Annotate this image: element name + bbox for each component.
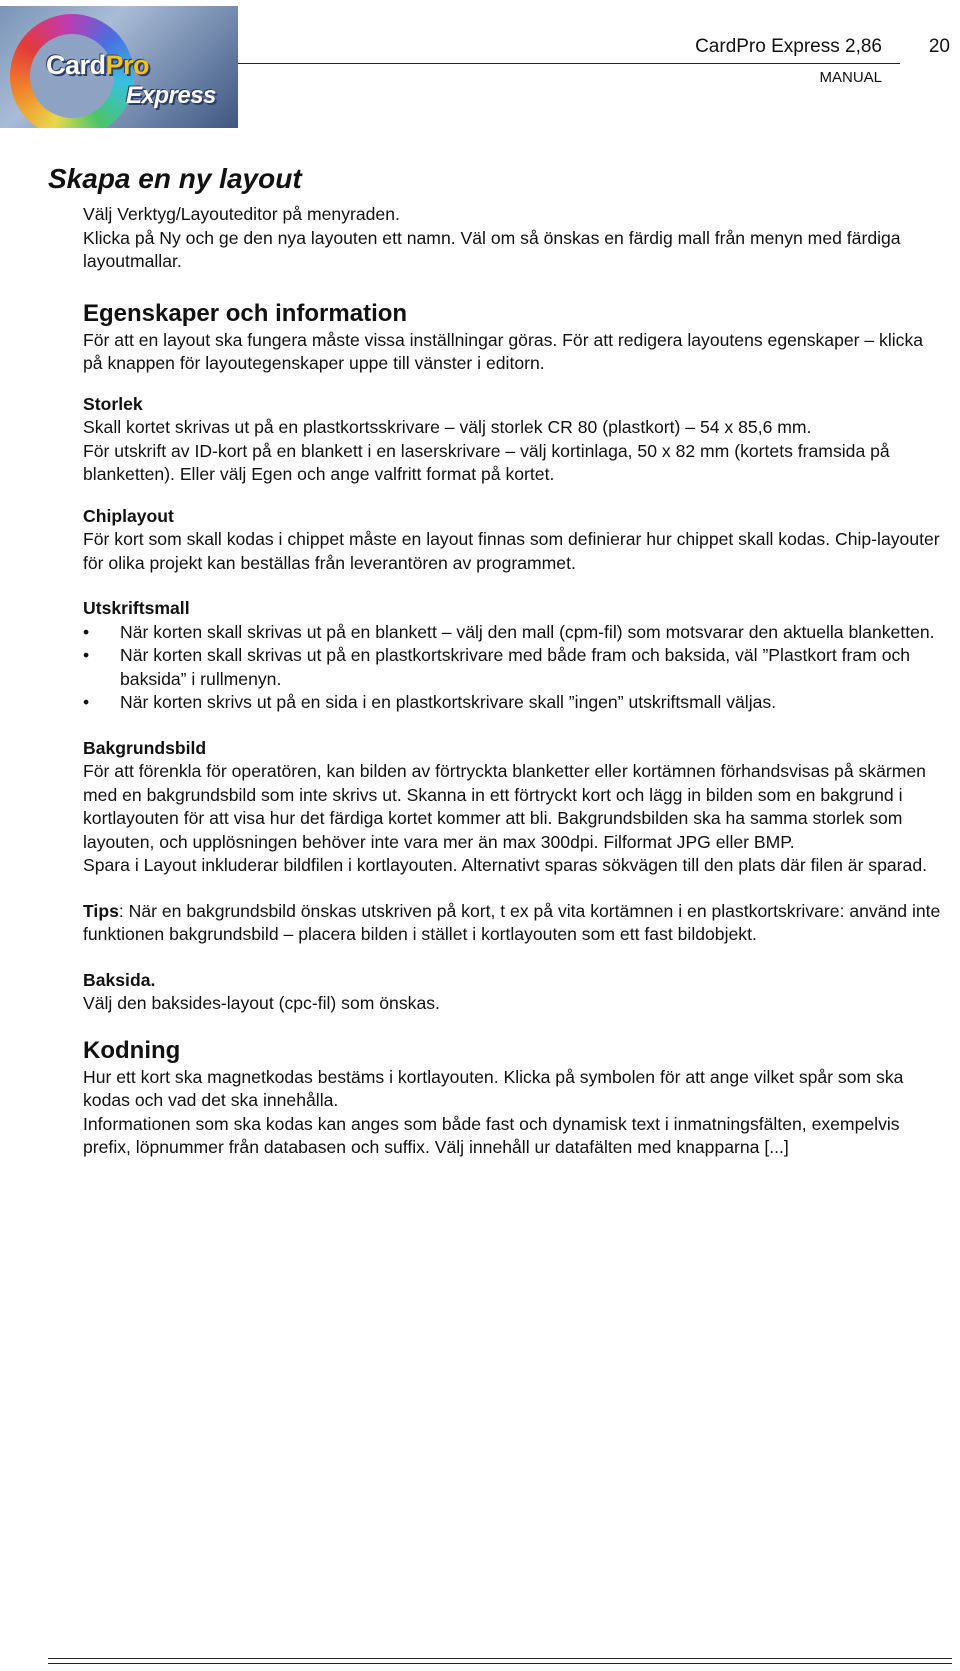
properties-text: För att en layout ska fungera måste vissa inställningar göras. För att redigera layoutens egenskaper – klicka på knappen för layoutegenskaper uppe till vänster i editorn.	[83, 329, 924, 373]
header-divider	[238, 63, 900, 64]
page-number: 20	[928, 36, 950, 57]
header-subtitle: MANUAL	[819, 69, 882, 86]
bullet-icon: •	[83, 692, 90, 712]
page-title: Skapa en ny layout	[48, 163, 302, 194]
bullet-icon: •	[83, 621, 90, 642]
subheading-backside: Baksida.	[83, 969, 156, 990]
list-item: • När korten skall skrivas ut på en plastkortskrivare med både fram och baksida, väl ”Plastkort fram och baksida” i rullmenyn.	[83, 645, 911, 689]
background-text-2: Spara i Layout inkluderar bildfilen i kortlayouten. Alternativt sparas sökvägen till den plats där filen är sparad.	[83, 855, 927, 875]
tips-paragraph	[83, 900, 943, 947]
tips-text: : När en bakgrundsbild önskas utskriven på kort, t ex på vita kortämnen i en plastkortskrivare: använd inte funktionen bakgrundsbild – placera bilden i stället i kortlayouten som ett fast bildobjekt.	[83, 900, 941, 944]
intro-line-1: Välj Verktyg/Layouteditor på menyraden.	[83, 204, 400, 224]
subheading-chip: Chiplayout	[83, 505, 174, 526]
encoding-text-1: Hur ett kort ska magnetkodas bestäms i kortlayouten. Klicka på symbolen för att ange vilket spår som ska kodas och vad det ska innehålla.	[83, 1066, 904, 1110]
intro-line-2: Klicka på Ny och ge den nya layouten ett namn. Väl om så önskas en färdig mall från menyn med färdiga layoutmallar.	[83, 227, 901, 271]
backside-text: Välj den baksides-layout (cpc-fil) som önskas.	[83, 993, 440, 1013]
subheading-print-template: Utskriftsmall	[83, 598, 190, 618]
tips-label: Tips	[83, 900, 119, 921]
header-title: CardPro Express 2,86	[695, 36, 882, 57]
bullet-icon: •	[83, 645, 90, 665]
section-heading-properties: Egenskaper och information	[83, 299, 408, 327]
cardpro-express-logo	[0, 6, 238, 128]
footer-divider-2	[48, 1663, 952, 1664]
content-body	[83, 203, 943, 1160]
logo-wordmark: CardPro	[46, 50, 150, 80]
subheading-background: Bakgrundsbild	[83, 737, 207, 758]
print-template-list	[83, 621, 943, 715]
size-line-2: För utskrift av ID-kort på en blankett i en laserskrivare – välj kortinlaga, 50 x 82 mm (kortets framsida på blanketten). Eller välj Egen och ange valfritt format på kortet.	[83, 440, 890, 484]
list-item: • När korten skrivs ut på en sida i en plastkortskrivare skall ”ingen” utskriftsmall väljas.	[83, 691, 943, 715]
list-item: • När korten skall skrivas ut på en blankett – välj den mall (cpm-fil) som motsvarar den aktuella blanketten.	[83, 621, 943, 645]
section-heading-encoding: Kodning	[83, 1036, 181, 1064]
subheading-size: Storlek	[83, 393, 143, 414]
size-line-1: Skall kortet skrivas ut på en plastkortsskrivare – välj storlek CR 80 (plastkort) – 54 x 85,6 mm.	[83, 417, 812, 437]
background-text-1: För att förenkla för operatören, kan bilden av förtryckta blanketter eller kortämnen förhandsvisas på skärmen med en bakgrundsbild som inte skrivs ut. Skanna in ett förtryckt kort och lägg in bilden som en bakgrund i kortlayouten för att visa hur det färdiga kortet kommer att bli. Bakgrundsbilden ska ha samma storlek som layouten, och upplösningen behöver inte vara mer än max 300dpi. Filformat JPG eller BMP.	[83, 761, 926, 852]
chip-text: För kort som skall kodas i chippet måste en layout finnas som definierar hur chippet skall kodas. Chip-layouter för olika projekt kan beställas från leverantören av programmet.	[83, 529, 940, 573]
logo-express-text: Express	[126, 82, 216, 109]
encoding-text-2: Informationen som ska kodas kan anges som både fast och dynamisk text i inmatningsfälten, exempelvis prefix, löpnummer från databasen och suffix. Välj innehåll ur datafälten med knapparna [...]	[83, 1113, 900, 1157]
footer-divider	[48, 1658, 952, 1659]
